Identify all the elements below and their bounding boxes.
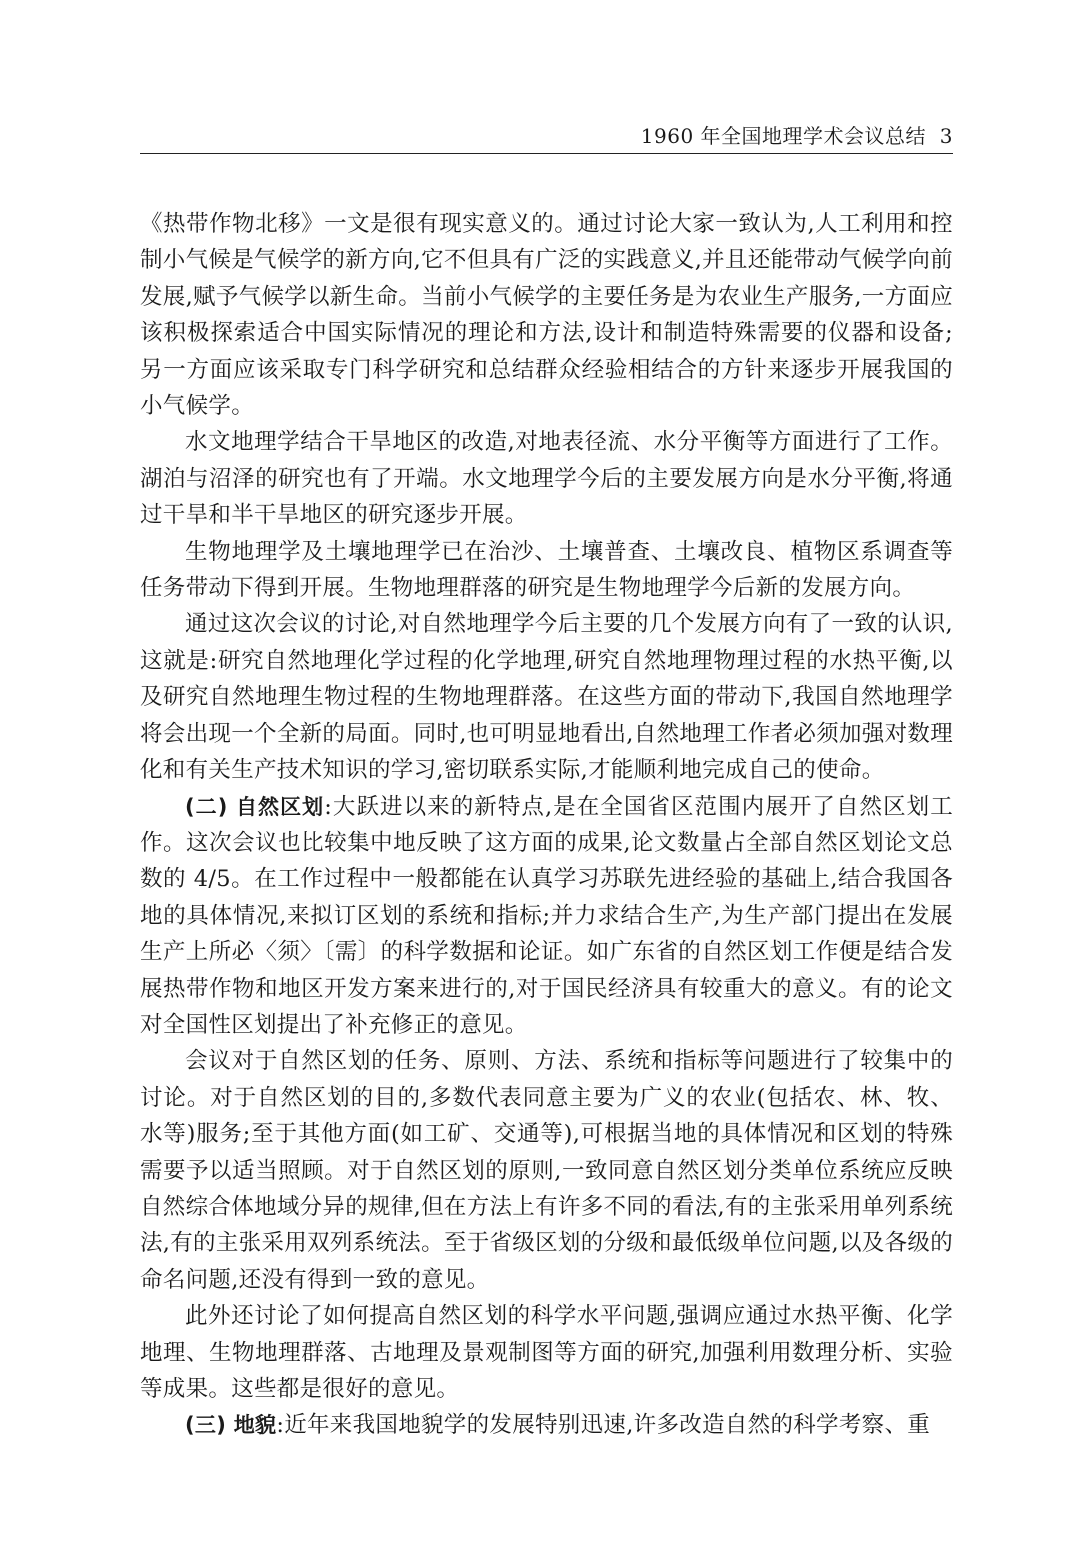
paragraph-biogeography [140, 534, 953, 607]
paragraph-text: 生物地理学及土壤地理学已在治沙、土壤普查、土壤改良、植物区系调查等任务带动下得到开展。生物地理群落的研究是生物地理学今后新的发展方向。 [140, 538, 953, 602]
running-header-title [641, 120, 953, 149]
body-text [140, 206, 953, 1444]
paragraph-text: 此外还讨论了如何提高自然区划的科学水平问题,强调应通过水热平衡、化学地理、生物地理群落、古地理及景观制图等方面的研究,加强利用数理分析、实验等成果。这些都是很好的意见。 [140, 1303, 953, 1402]
paragraph-text: :近年来我国地貌学的发展特别迅速,许多改造自然的科学考察、重 [276, 1412, 931, 1439]
paragraph-text: 《热带作物北移》一文是很有现实意义的。通过讨论大家一致认为,人工利用和控制小气候是气候学的新方向,它不但具有广泛的实践意义,并且还能带动气候学向前发展,赋予气候学以新生命。当前小气候学的主要任务是为农业生产服务,一方面应该积极探索适合中国实际情况的理论和方法,设计和制造特殊需要的仪器和设备;另一方面应该采取专门科学研究和总结群众经验相结合的方针来逐步开展我国的小气候学。 [140, 211, 953, 420]
section-heading-geomorphology: (三) 地貌 [185, 1413, 277, 1438]
paragraph-text: 水文地理学结合干旱地区的改造,对地表径流、水分平衡等方面进行了工作。湖泊与沼泽的研究也有了开端。水文地理学今后的主要发展方向是水分平衡,将通过干旱和半干旱地区的研究逐步开展。 [140, 429, 953, 529]
page-number: 3 [939, 124, 953, 148]
journal-title: 1960 年全国地理学术会议总结 [640, 124, 927, 148]
paragraph-hydrology [140, 424, 953, 533]
paragraph-text: 通过这次会议的讨论,对自然地理学今后主要的几个发展方向有了一致的认识,这就是:研究自然地理化学过程的化学地理,研究自然地理物理过程的水热平衡,以及研究自然地理生物过程的生物地理群落。在这些方面的带动下,我国自然地理学将会出现一个全新的局面。同时,也可明显地看出,自然地理工作者必须加强对数理化和有关生产技术知识的学习,密切联系实际,才能顺利地完成自己的使命。 [140, 611, 953, 784]
paragraph-text: :大跃进以来的新特点,是在全国省区范围内展开了自然区划工作。这次会议也比较集中地反映了这方面的成果,论文数量占全部自然区划论文总数的 4/5。在工作过程中一般都能在认真学习苏联先进经验的基础上,结合我国各地的具体情况,来拟订区划的系统和指标;并力求结合生产,为生产部门提出在发展生产上所必〈须〉〔需〕的科学数据和论证。如广东省的自然区划工作便是结合发展热带作物和地区开发方案来进行的,对于国民经济具有较重大的意义。有的论文对全国性区划提出了补充修正的意见。 [140, 793, 953, 1038]
paragraph-continuation [140, 206, 953, 424]
section-heading-regionalization: (二) 自然区划 [185, 794, 325, 819]
paragraph-text: 会议对于自然区划的任务、原则、方法、系统和指标等问题进行了较集中的讨论。对于自然区划的目的,多数代表同意主要为广义的农业(包括农、林、牧、水等)服务;至于其他方面(如工矿、交通等),可根据当地的具体情况和区划的特殊需要予以适当照顾。对于自然区划的原则,一致同意自然区划分类单位系统应反映自然综合体地域分异的规律,但在方法上有许多不同的看法,有的主张采用单列系统法,有的主张采用双列系统法。至于省级区划的分级和最低级单位问题,以及各级的命名问题,还没有得到一致的意见。 [140, 1048, 953, 1293]
paragraph-directions [140, 606, 953, 788]
running-header [140, 118, 953, 152]
paragraph-geomorphology [140, 1407, 953, 1443]
paragraph-regionalization-discussion [140, 1043, 953, 1298]
paragraph-regionalization [140, 789, 953, 1044]
header-rule [140, 153, 953, 154]
paragraph-scientific-level [140, 1298, 953, 1407]
